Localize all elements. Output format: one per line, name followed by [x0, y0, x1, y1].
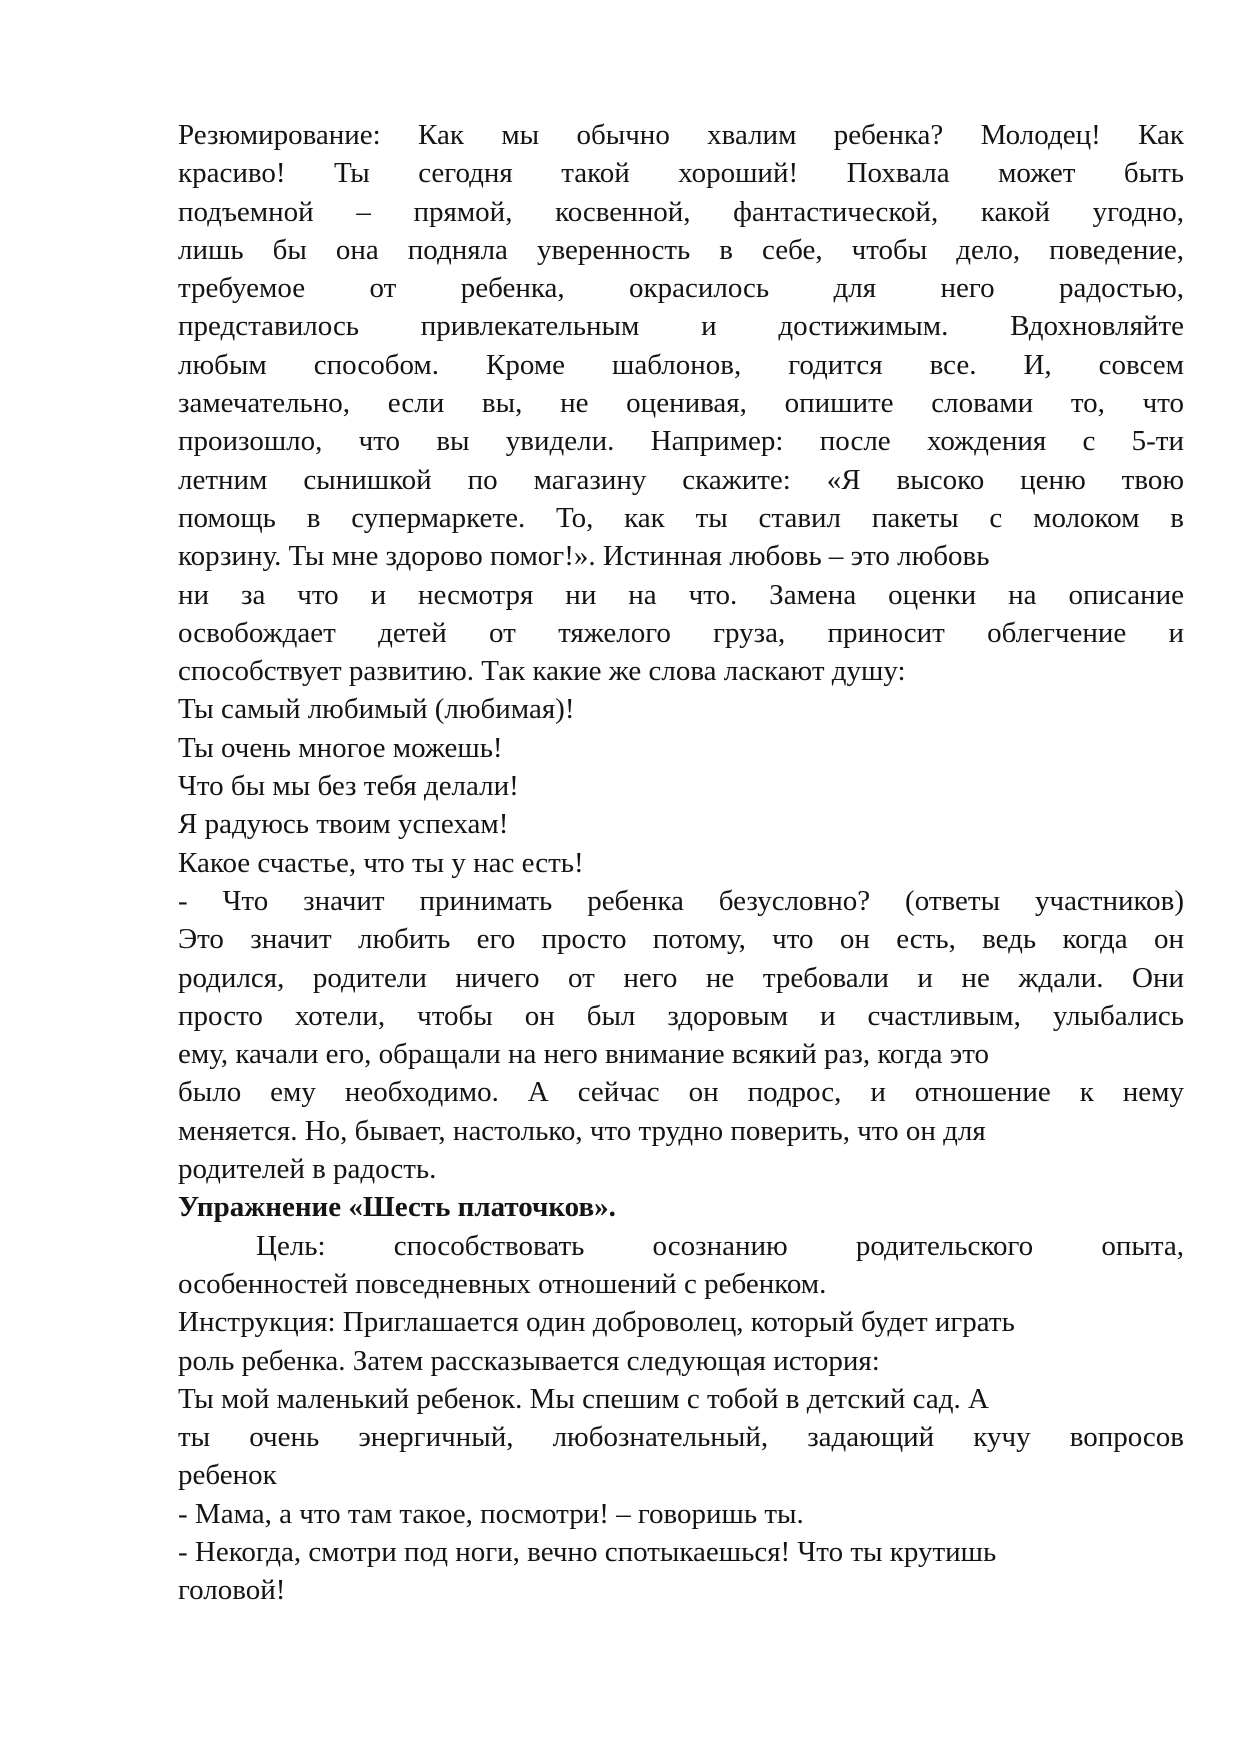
- praise-phrase: Я радуюсь твоим успехам!: [178, 808, 509, 841]
- text-line: летним сынишкой по магазину скажите: «Я высоко ценю твою: [178, 463, 1184, 496]
- paragraph-unconditional-acceptance: [178, 882, 1184, 1188]
- paragraph-summary: [178, 116, 1184, 690]
- text-line: головой!: [178, 1574, 286, 1607]
- praise-phrase: Ты самый любимый (любимая)!: [178, 693, 575, 726]
- text-line: произошло, что вы увидели. Например: после хождения с 5-ти: [178, 425, 1184, 458]
- exercise-goal: [178, 1227, 1184, 1304]
- text-line: особенностей повседневных отношений с ребенком.: [178, 1267, 827, 1300]
- text-line: Инструкция: Приглашается один доброволец, который будет играть: [178, 1306, 1015, 1339]
- text-line: любым способом. Кроме шаблонов, годится все. И, совсем: [178, 348, 1184, 381]
- text-line: замечательно, если вы, не оценивая, опишите словами то, что: [178, 387, 1184, 420]
- text-line: меняется. Но, бывает, настолько, что трудно поверить, что он для: [178, 1114, 986, 1147]
- text-line: подъемной – прямой, косвенной, фантастической, какой угодно,: [178, 195, 1184, 228]
- exercise-title: Упражнение «Шесть платочков».: [178, 1191, 616, 1224]
- praise-phrase: Ты очень многое можешь!: [178, 731, 503, 764]
- text-line: способствует развитию. Так какие же слова ласкают душу:: [178, 655, 906, 688]
- text-line: родился, родители ничего от него не требовали и не ждали. Они: [178, 961, 1184, 994]
- text-line: ты очень энергичный, любознательный, задающий кучу вопросов: [178, 1421, 1184, 1454]
- text-line: корзину. Ты мне здорово помог!». Истинная любовь – это любовь: [178, 540, 990, 573]
- text-line: ему, качали его, обращали на него внимание всякий раз, когда это: [178, 1038, 989, 1071]
- exercise-instruction: [178, 1303, 1184, 1609]
- text-line: представилось привлекательным и достижимым. Вдохновляйте: [178, 310, 1184, 343]
- text-line: Ты мой маленький ребенок. Мы спешим с тобой в детский сад. А: [178, 1382, 989, 1415]
- text-line: красиво! Ты сегодня такой хороший! Похвала может быть: [178, 157, 1184, 190]
- text-line: - Мама, а что там такое, посмотри! – говоришь ты.: [178, 1497, 804, 1530]
- praise-phrase: Какое счастье, что ты у нас есть!: [178, 846, 584, 879]
- text-line: лишь бы она подняла уверенность в себе, чтобы дело, поведение,: [178, 233, 1184, 266]
- praise-phrase: Что бы мы без тебя делали!: [178, 770, 519, 803]
- text-line: помощь в супермаркете. То, как ты ставил пакеты с молоком в: [178, 501, 1184, 534]
- text-line: - Некогда, смотри под ноги, вечно спотыкаешься! Что ты крутишь: [178, 1535, 997, 1568]
- document-page: [178, 116, 1184, 1610]
- text-line: родителей в радость.: [178, 1153, 437, 1186]
- text-line: требуемое от ребенка, окрасилось для него радостью,: [178, 272, 1184, 305]
- text-line: Это значит любить его просто потому, что он есть, ведь когда он: [178, 923, 1184, 956]
- text-line: роль ребенка. Затем рассказывается следующая история:: [178, 1344, 880, 1377]
- text-line: Цель: способствовать осознанию родительского опыта,: [256, 1229, 1184, 1262]
- praise-phrases-list: [178, 690, 1184, 881]
- text-line: ребенок: [178, 1459, 277, 1492]
- text-line: освобождает детей от тяжелого груза, приносит облегчение и: [178, 616, 1184, 649]
- text-line: - Что значит принимать ребенка безусловно? (ответы участников): [178, 884, 1184, 917]
- text-line: Резюмирование: Как мы обычно хвалим ребенка? Молодец! Как: [178, 119, 1184, 151]
- text-line: ни за что и несмотря ни на что. Замена оценки на описание: [178, 578, 1184, 611]
- text-line: просто хотели, чтобы он был здоровым и счастливым, улыбались: [178, 999, 1184, 1032]
- text-line: было ему необходимо. А сейчас он подрос, и отношение к нему: [178, 1076, 1184, 1109]
